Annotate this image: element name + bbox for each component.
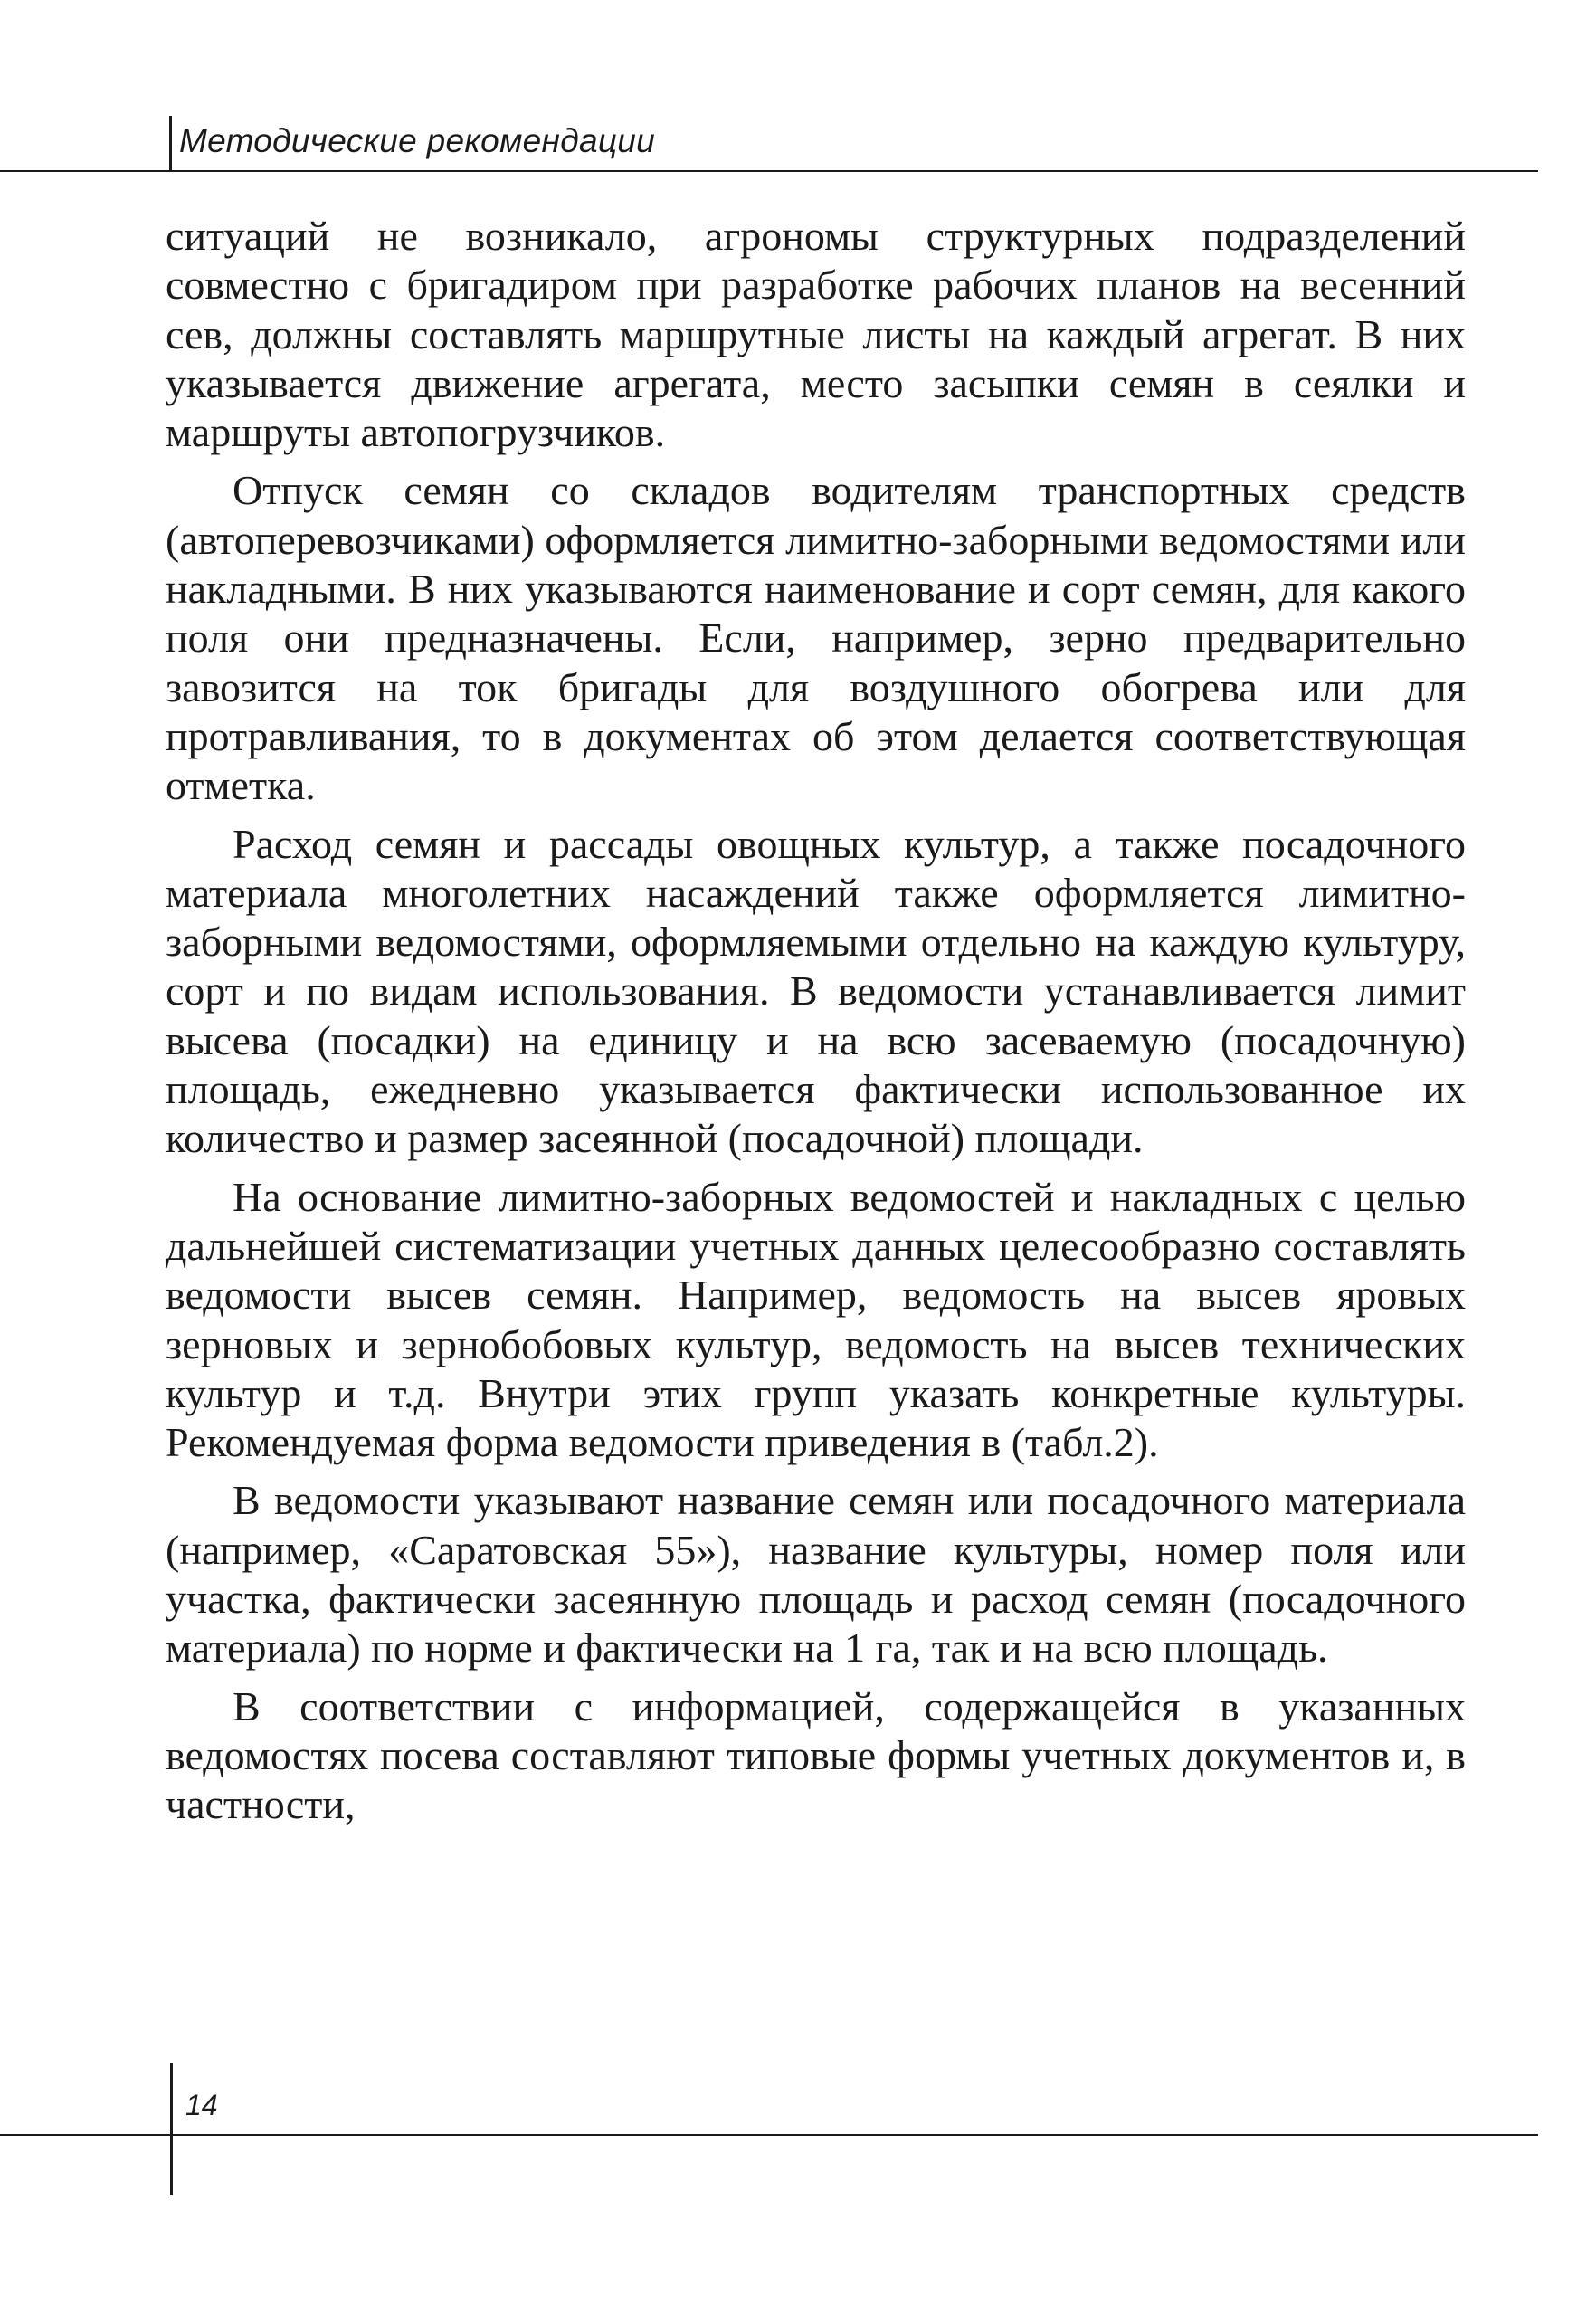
header-vertical-rule — [169, 116, 172, 170]
running-header — [0, 0, 1596, 181]
paragraph-continuation: ситуаций не возникало, агрономы структурных подразделений совместно с бригадиром при разработке рабочих планов на весенний сев, должны составлять маршрутные листы на каждый агрегат. В них указывается движение агрегата, место засыпки семян в сеялки и маршруты автопогрузчиков. — [166, 213, 1466, 456]
paragraph: Расход семян и рассады овощных культур, а также посадочного материала многолетних насаждений также оформляется лимитно-заборными ведомостями, оформляемыми отдельно на каждую культуру, сорт и по видам использования. В ведомости устанавливается лимит высева (посадки) на единицу и на всю засеваемую (посадочную) площадь, ежедневно указывается фактически использованное их количество и размер засеянной (посадочной) площади. — [166, 820, 1466, 1162]
page-footer — [0, 2063, 1596, 2244]
paragraph: На основание лимитно-заборных ведомостей и накладных с целью дальнейшей систематизации учетных данных целесообразно составлять ведомости высев семян. Например, ведомость на высев яровых зерновых и зернобобовых культур, ведомость на высев технических культур и т.д. Внутри этих групп указать конкретные культуры. Рекомендуемая форма ведомости приведения в (табл.2). — [166, 1173, 1466, 1466]
page-number: 14 — [185, 2089, 218, 2121]
footer-vertical-rule — [170, 2063, 173, 2195]
header-horizontal-rule — [0, 170, 1538, 172]
footer-horizontal-rule — [0, 2134, 1538, 2136]
paragraph: Отпуск семян со складов водителям транспортных средств (автоперевозчиками) оформляется лимитно-заборными ведомостями или накладными. В них указываются наименование и сорт семян, для какого поля они предназначены. Если, например, зерно предварительно завозится на ток бригады для воздушного обогрева или для протравливания, то в документах об этом делается соответствующая отметка. — [166, 467, 1466, 809]
paragraph: В ведомости указывают название семян или посадочного материала (например, «Саратовская 55»), название культуры, номер поля или участка, фактически засеянную площадь и расход семян (посадочного материала) по норме и фактически на 1 га, так и на всю площадь. — [166, 1477, 1466, 1672]
body-text — [166, 212, 1466, 1839]
paragraph: В соответствии с информацией, содержащейся в указанных ведомостях посева составляют типовые формы учетных документов и, в частности, — [166, 1682, 1466, 1828]
running-head-title: Методические рекомендации — [179, 122, 656, 159]
